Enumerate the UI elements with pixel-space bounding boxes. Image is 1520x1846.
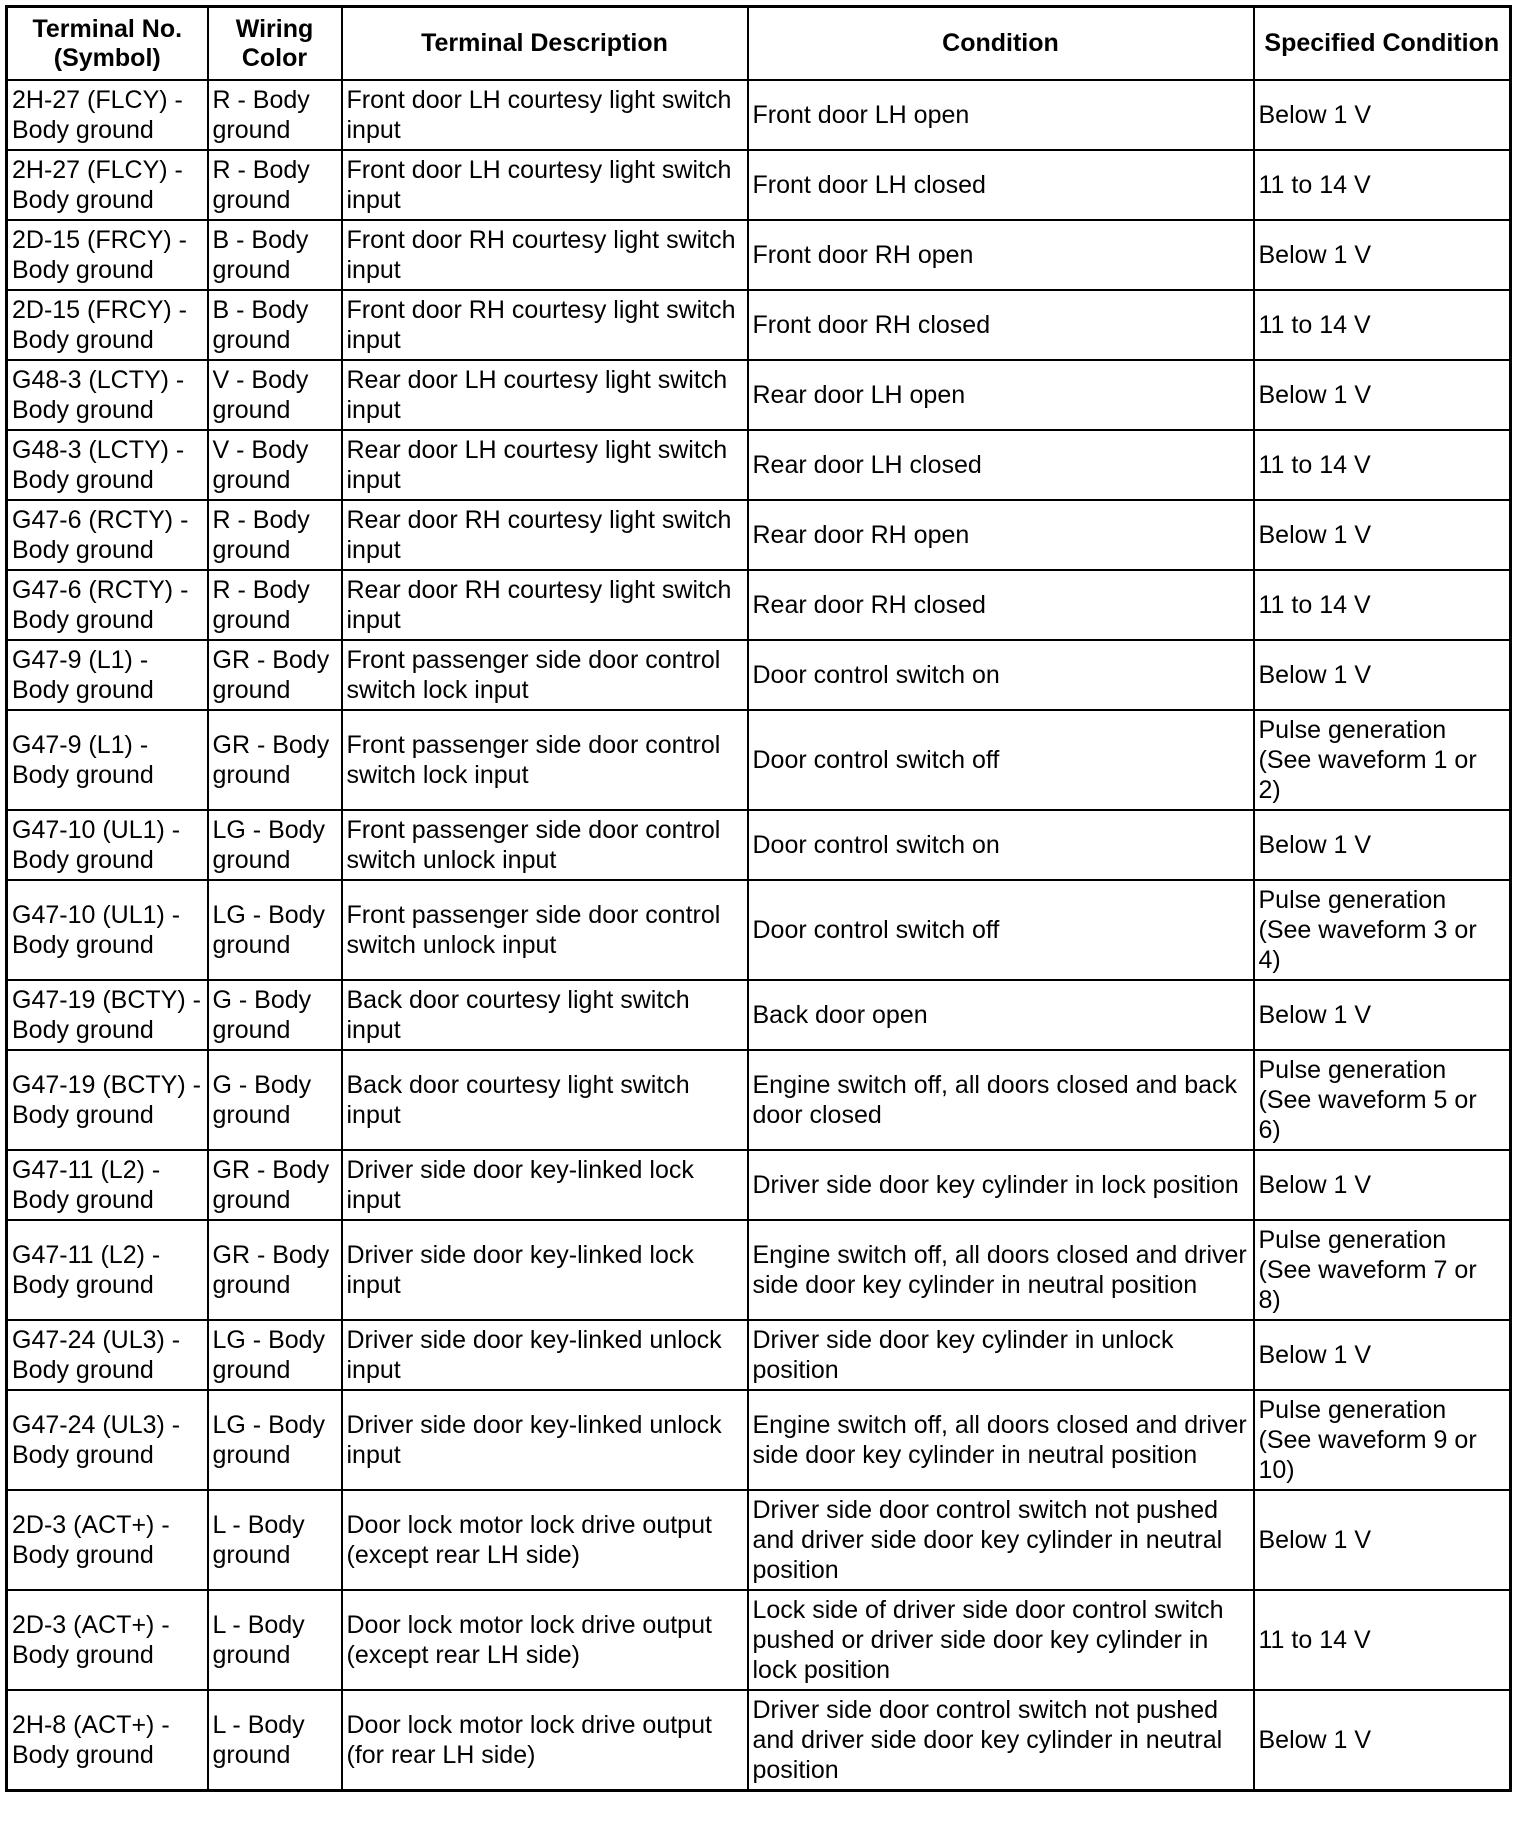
- cell-wiring-color: R - Body ground: [208, 80, 342, 150]
- cell-wiring-color: L - Body ground: [208, 1690, 342, 1791]
- cell-specified-condition: Pulse generation (See waveform 5 or 6): [1254, 1050, 1511, 1150]
- cell-condition: Front door LH closed: [748, 150, 1254, 220]
- cell-wiring-color: LG - Body ground: [208, 1320, 342, 1390]
- cell-specified-condition: 11 to 14 V: [1254, 1590, 1511, 1690]
- cell-condition: Door control switch on: [748, 810, 1254, 880]
- cell-description: Front door RH courtesy light switch input: [342, 290, 748, 360]
- cell-description: Back door courtesy light switch input: [342, 1050, 748, 1150]
- cell-description: Rear door LH courtesy light switch input: [342, 430, 748, 500]
- cell-wiring-color: GR - Body ground: [208, 710, 342, 810]
- table-row: [7, 1490, 1511, 1590]
- cell-wiring-color: G - Body ground: [208, 1050, 342, 1150]
- cell-terminal: G47-10 (UL1) - Body ground: [7, 810, 208, 880]
- header-wiring-color: Wiring Color: [208, 7, 342, 81]
- cell-terminal: 2D-3 (ACT+) - Body ground: [7, 1590, 208, 1690]
- cell-specified-condition: Below 1 V: [1254, 640, 1511, 710]
- cell-description: Door lock motor lock drive output (except rear LH side): [342, 1590, 748, 1690]
- cell-specified-condition: Below 1 V: [1254, 810, 1511, 880]
- cell-description: Driver side door key-linked lock input: [342, 1220, 748, 1320]
- cell-terminal: G47-19 (BCTY) - Body ground: [7, 1050, 208, 1150]
- cell-terminal: G47-10 (UL1) - Body ground: [7, 880, 208, 980]
- table-header-row: [7, 7, 1511, 81]
- cell-condition: Rear door LH open: [748, 360, 1254, 430]
- cell-description: Door lock motor lock drive output (for rear LH side): [342, 1690, 748, 1791]
- table-row: [7, 290, 1511, 360]
- cell-specified-condition: Below 1 V: [1254, 1320, 1511, 1390]
- cell-wiring-color: LG - Body ground: [208, 1390, 342, 1490]
- cell-terminal: G47-6 (RCTY) - Body ground: [7, 500, 208, 570]
- header-terminal-description: Terminal Description: [342, 7, 748, 81]
- cell-terminal: 2H-27 (FLCY) - Body ground: [7, 150, 208, 220]
- cell-wiring-color: G - Body ground: [208, 980, 342, 1050]
- table-row: [7, 1390, 1511, 1490]
- header-terminal-no: Terminal No. (Symbol): [7, 7, 208, 81]
- table-row: [7, 710, 1511, 810]
- cell-description: Front door LH courtesy light switch input: [342, 150, 748, 220]
- cell-wiring-color: V - Body ground: [208, 360, 342, 430]
- cell-condition: Driver side door control switch not pushed and driver side door key cylinder in neutral position: [748, 1490, 1254, 1590]
- cell-terminal: 2D-15 (FRCY) - Body ground: [7, 220, 208, 290]
- cell-description: Rear door LH courtesy light switch input: [342, 360, 748, 430]
- cell-terminal: G47-19 (BCTY) - Body ground: [7, 980, 208, 1050]
- cell-terminal: G47-24 (UL3) - Body ground: [7, 1320, 208, 1390]
- cell-wiring-color: GR - Body ground: [208, 1220, 342, 1320]
- table-row: [7, 980, 1511, 1050]
- table-row: [7, 360, 1511, 430]
- cell-terminal: G47-6 (RCTY) - Body ground: [7, 570, 208, 640]
- cell-terminal: G48-3 (LCTY) - Body ground: [7, 430, 208, 500]
- cell-terminal: G47-11 (L2) - Body ground: [7, 1220, 208, 1320]
- cell-condition: Driver side door key cylinder in unlock position: [748, 1320, 1254, 1390]
- cell-specified-condition: Below 1 V: [1254, 1690, 1511, 1791]
- cell-condition: Front door RH open: [748, 220, 1254, 290]
- cell-terminal: G47-9 (L1) - Body ground: [7, 640, 208, 710]
- cell-condition: Door control switch off: [748, 880, 1254, 980]
- cell-terminal: G48-3 (LCTY) - Body ground: [7, 360, 208, 430]
- cell-description: Back door courtesy light switch input: [342, 980, 748, 1050]
- table-row: [7, 1050, 1511, 1150]
- cell-specified-condition: 11 to 14 V: [1254, 430, 1511, 500]
- table-row: [7, 880, 1511, 980]
- table-row: [7, 640, 1511, 710]
- cell-specified-condition: Pulse generation (See waveform 7 or 8): [1254, 1220, 1511, 1320]
- table-row: [7, 500, 1511, 570]
- cell-terminal: 2D-3 (ACT+) - Body ground: [7, 1490, 208, 1590]
- cell-condition: Engine switch off, all doors closed and driver side door key cylinder in neutral position: [748, 1390, 1254, 1490]
- cell-description: Rear door RH courtesy light switch input: [342, 500, 748, 570]
- cell-specified-condition: 11 to 14 V: [1254, 150, 1511, 220]
- cell-specified-condition: Below 1 V: [1254, 980, 1511, 1050]
- cell-terminal: 2D-15 (FRCY) - Body ground: [7, 290, 208, 360]
- cell-condition: Lock side of driver side door control switch pushed or driver side door key cylinder in lock position: [748, 1590, 1254, 1690]
- cell-wiring-color: R - Body ground: [208, 500, 342, 570]
- cell-terminal: G47-11 (L2) - Body ground: [7, 1150, 208, 1220]
- cell-condition: Front door RH closed: [748, 290, 1254, 360]
- cell-condition: Rear door RH open: [748, 500, 1254, 570]
- cell-description: Door lock motor lock drive output (except rear LH side): [342, 1490, 748, 1590]
- cell-condition: Door control switch off: [748, 710, 1254, 810]
- header-specified-condition: Specified Condition: [1254, 7, 1511, 81]
- terminal-table-container: [5, 5, 1509, 1792]
- table-row: [7, 1320, 1511, 1390]
- cell-condition: Door control switch on: [748, 640, 1254, 710]
- cell-description: Front door RH courtesy light switch input: [342, 220, 748, 290]
- terminal-inspection-table: [5, 5, 1512, 1792]
- cell-condition: Rear door LH closed: [748, 430, 1254, 500]
- table-row: [7, 1220, 1511, 1320]
- cell-condition: Rear door RH closed: [748, 570, 1254, 640]
- table-row: [7, 220, 1511, 290]
- table-row: [7, 1690, 1511, 1791]
- table-row: [7, 1590, 1511, 1690]
- cell-condition: Driver side door key cylinder in lock position: [748, 1150, 1254, 1220]
- cell-condition: Engine switch off, all doors closed and back door closed: [748, 1050, 1254, 1150]
- cell-specified-condition: Pulse generation (See waveform 9 or 10): [1254, 1390, 1511, 1490]
- table-row: [7, 810, 1511, 880]
- cell-description: Front passenger side door control switch lock input: [342, 640, 748, 710]
- cell-condition: Front door LH open: [748, 80, 1254, 150]
- cell-description: Driver side door key-linked unlock input: [342, 1320, 748, 1390]
- header-condition: Condition: [748, 7, 1254, 81]
- cell-wiring-color: L - Body ground: [208, 1590, 342, 1690]
- cell-description: Rear door RH courtesy light switch input: [342, 570, 748, 640]
- cell-terminal: G47-24 (UL3) - Body ground: [7, 1390, 208, 1490]
- table-row: [7, 570, 1511, 640]
- cell-specified-condition: Below 1 V: [1254, 220, 1511, 290]
- cell-description: Driver side door key-linked lock input: [342, 1150, 748, 1220]
- cell-wiring-color: V - Body ground: [208, 430, 342, 500]
- table-row: [7, 430, 1511, 500]
- cell-specified-condition: Below 1 V: [1254, 1490, 1511, 1590]
- cell-description: Front passenger side door control switch lock input: [342, 710, 748, 810]
- cell-condition: Driver side door control switch not pushed and driver side door key cylinder in neutral position: [748, 1690, 1254, 1791]
- cell-terminal: G47-9 (L1) - Body ground: [7, 710, 208, 810]
- table-row: [7, 80, 1511, 150]
- cell-specified-condition: Below 1 V: [1254, 500, 1511, 570]
- cell-specified-condition: Pulse generation (See waveform 3 or 4): [1254, 880, 1511, 980]
- table-body: [7, 80, 1511, 1791]
- cell-wiring-color: GR - Body ground: [208, 640, 342, 710]
- cell-specified-condition: Below 1 V: [1254, 80, 1511, 150]
- cell-specified-condition: 11 to 14 V: [1254, 570, 1511, 640]
- cell-terminal: 2H-27 (FLCY) - Body ground: [7, 80, 208, 150]
- cell-terminal: 2H-8 (ACT+) - Body ground: [7, 1690, 208, 1791]
- cell-wiring-color: LG - Body ground: [208, 810, 342, 880]
- cell-description: Front passenger side door control switch unlock input: [342, 810, 748, 880]
- cell-description: Front door LH courtesy light switch input: [342, 80, 748, 150]
- cell-wiring-color: B - Body ground: [208, 290, 342, 360]
- cell-description: Driver side door key-linked unlock input: [342, 1390, 748, 1490]
- cell-specified-condition: Below 1 V: [1254, 1150, 1511, 1220]
- table-row: [7, 150, 1511, 220]
- cell-wiring-color: R - Body ground: [208, 150, 342, 220]
- table-row: [7, 1150, 1511, 1220]
- cell-wiring-color: GR - Body ground: [208, 1150, 342, 1220]
- cell-specified-condition: Pulse generation (See waveform 1 or 2): [1254, 710, 1511, 810]
- cell-wiring-color: LG - Body ground: [208, 880, 342, 980]
- cell-wiring-color: R - Body ground: [208, 570, 342, 640]
- cell-wiring-color: B - Body ground: [208, 220, 342, 290]
- cell-specified-condition: Below 1 V: [1254, 360, 1511, 430]
- cell-description: Front passenger side door control switch unlock input: [342, 880, 748, 980]
- cell-condition: Back door open: [748, 980, 1254, 1050]
- cell-wiring-color: L - Body ground: [208, 1490, 342, 1590]
- cell-specified-condition: 11 to 14 V: [1254, 290, 1511, 360]
- cell-condition: Engine switch off, all doors closed and driver side door key cylinder in neutral position: [748, 1220, 1254, 1320]
